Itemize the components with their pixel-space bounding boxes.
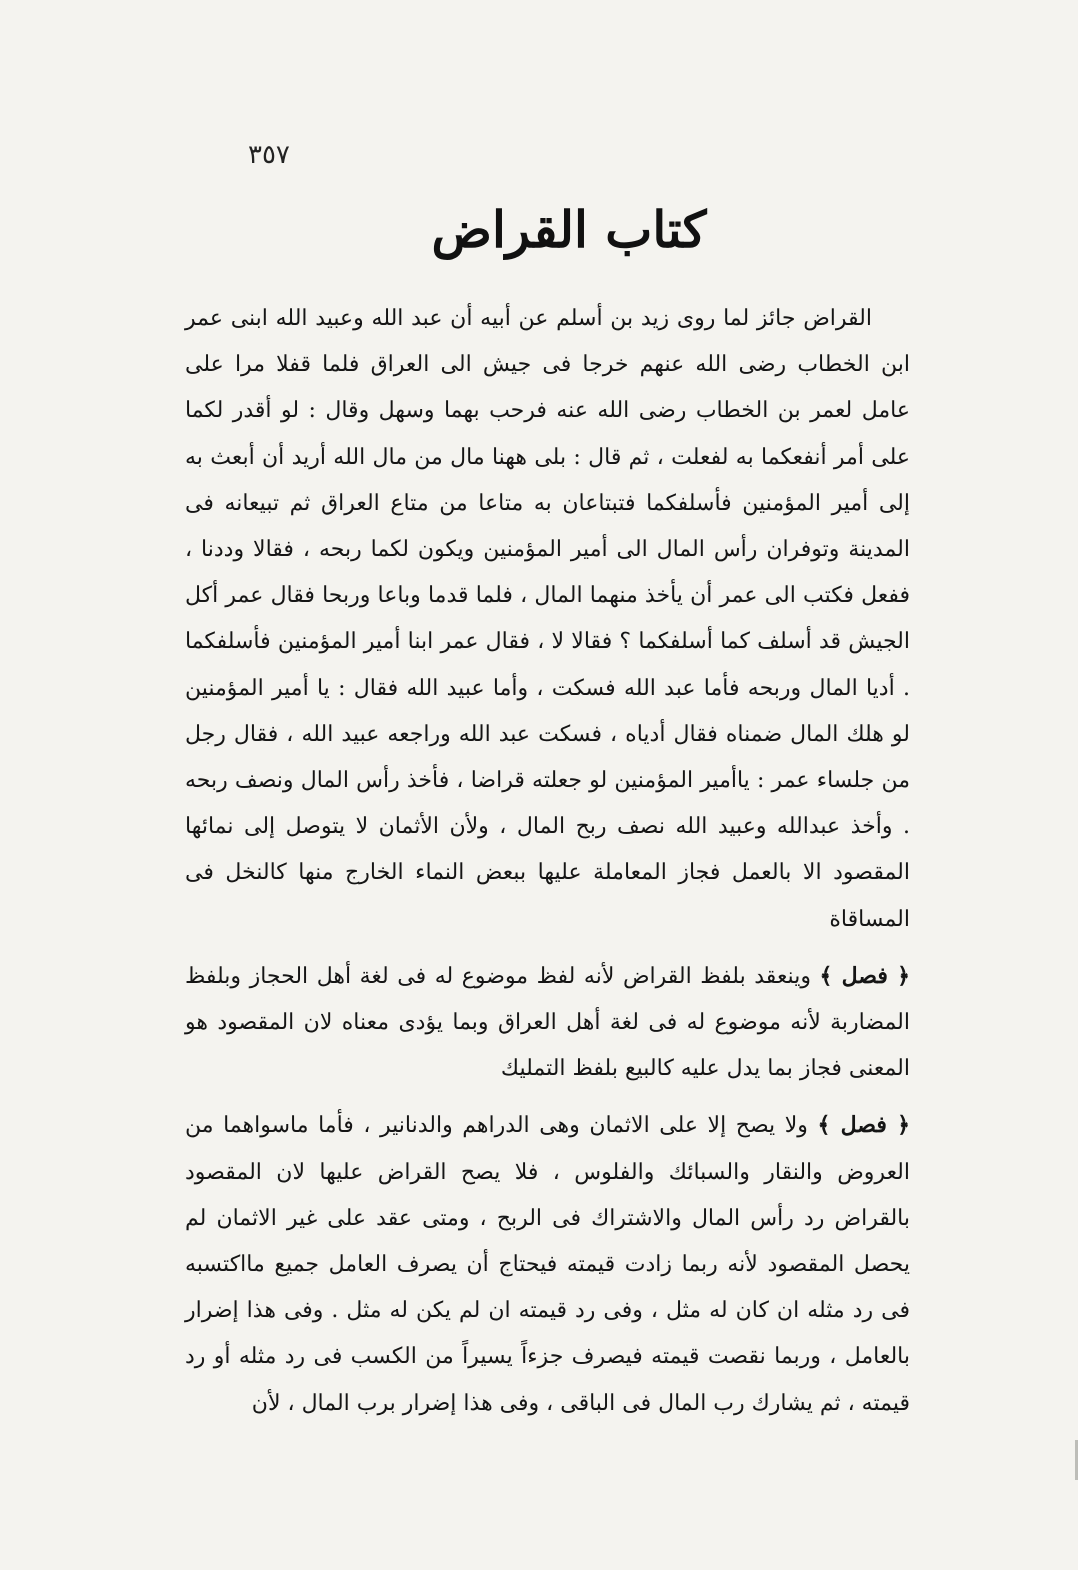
chapter-title: كتاب القراض: [431, 200, 707, 259]
paragraph-section-valid-capital: [185, 1102, 910, 1426]
body-text: [185, 296, 910, 1427]
section-marker: ﴿ فصل ﴾: [819, 962, 910, 989]
paragraph-section-contract-wording: [185, 953, 910, 1093]
paragraph-intro: [185, 296, 910, 943]
section-marker: ﴿ فصل ﴾: [817, 1112, 910, 1139]
page-number: ٣٥٧: [248, 140, 290, 170]
paragraph-text: القراض جائز لما روى زيد بن أسلم عن أبيه أن عبد الله وعبيد الله ابنى عمر ابن الخطاب رضى الله عنهم خرجا فى جيش الى العراق فلما قفلا مرا على عامل لعمر بن الخطاب رضى الله عنه فرحب بهما وسهل وقال : لو أقدر لكما على أمر أنفعكما به لفعلت ، ثم قال : بلى ههنا مال من مال الله أريد أن أبعث به إلى أمير المؤمنين فأسلفكما فتبتاعان به متاعا من متاع العراق ثم تبيعانه فى المدينة وتوفران رأس المال الى أمير المؤمنين ويكون لكما ربحه ، فقالا وددنا ، ففعل فكتب الى عمر أن يأخذ منهما المال ، فلما قدما وباعا وربحا فقال عمر أكل الجيش قد أسلف كما أسلفكما ؟ فقالا لا ، فقال عمر ابنا أمير المؤمنين فأسلفكما . أديا المال وربحه فأما عبد الله فسكت ، وأما عبيد الله فقال : يا أمير المؤمنين لو هلك المال ضمناه فقال أدياه ، فسكت عبد الله وراجعه عبيد الله ، فقال رجل من جلساء عمر : ياأمير المؤمنين لو جعلته قراضا ، فأخذ رأس المال ونصف ربحه . وأخذ عبدالله وعبيد الله نصف ربح المال ، ولأن الأثمان لا يتوصل إلى نمائها المقصود الا بالعمل فجاز المعاملة عليها ببعض النماء الخارج منها كالنخل فى المساقاة: [185, 306, 910, 932]
paragraph-text: وينعقد بلفظ القراض لأنه لفظ موضوع له فى لغة أهل الحجاز وبلفظ المضاربة لأنه موضوع له فى لغة أهل العراق وبما يؤدى معناه لان المقصود هو المعنى فجاز بما يدل عليه كالبيع بلفظ التمليك: [185, 963, 910, 1082]
paragraph-text: ولا يصح إلا على الاثمان وهى الدراهم والدنانير ، فأما ماسواهما من العروض والنقار والسبائك والفلوس ، فلا يصح القراض عليها لان المقصود بالقراض رد رأس المال والاشتراك فى الربح ، ومتى عقد على غير الاثمان لم يحصل المقصود لأنه ربما زادت قيمته فيحتاج أن يصرف العامل جميع مااكتسبه فى رد مثله ان كان له مثل ، وفى رد قيمته ان لم يكن له مثل . وفى هذا إضرار بالعامل ، وربما نقصت قيمته فيصرف جزءاً يسيراً من الكسب فى رد مثله أو رد قيمته ، ثم يشارك رب المال فى الباقى ، وفى هذا إضرار برب المال ، لأن: [185, 1113, 910, 1416]
